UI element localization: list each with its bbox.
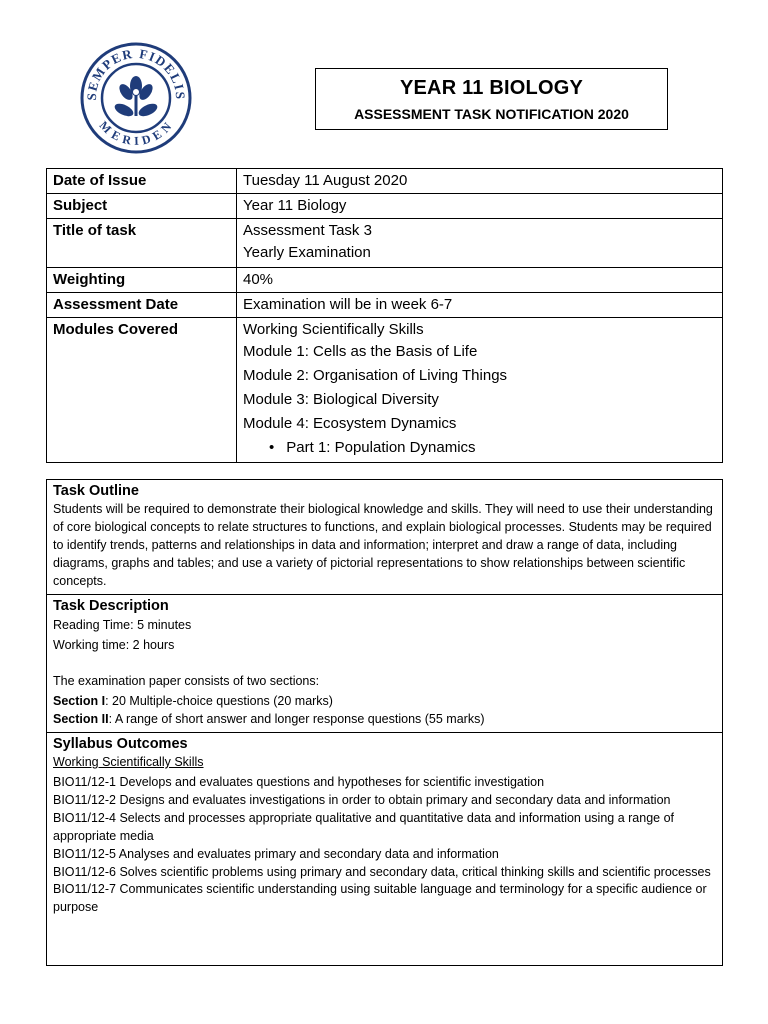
weighting-label: Weighting bbox=[47, 268, 237, 293]
section-1-label: Section I bbox=[53, 694, 106, 709]
subject-value: Year 11 Biology bbox=[237, 194, 723, 219]
task-description-heading: Task Description bbox=[53, 597, 169, 614]
modules-value bbox=[237, 318, 723, 463]
module-item: Module 2: Organisation of Living Things bbox=[243, 367, 508, 384]
assessment-date-value: Examination will be in week 6-7 bbox=[237, 293, 723, 318]
table-row bbox=[47, 268, 723, 293]
title-line: Yearly Examination bbox=[243, 244, 371, 261]
outcome-item: BIO11/12-7 Communicates scientific understanding using suitable language and terminology for a specific audience or purpose bbox=[53, 882, 707, 915]
outcome-item: BIO11/12-1 Develops and evaluates questions and hypotheses for scientific investigation bbox=[53, 774, 545, 789]
syllabus-section bbox=[47, 733, 722, 920]
task-description-section bbox=[47, 595, 722, 734]
title-value bbox=[237, 219, 723, 268]
title-line: Assessment Task 3 bbox=[243, 222, 372, 239]
exam-intro: The examination paper consists of two sections: bbox=[53, 674, 320, 689]
reading-time: Reading Time: 5 minutes bbox=[53, 617, 192, 632]
title-label: Title of task bbox=[47, 219, 237, 268]
working-time: Working time: 2 hours bbox=[53, 638, 175, 653]
subject-label: Subject bbox=[47, 194, 237, 219]
syllabus-heading: Syllabus Outcomes bbox=[53, 736, 188, 753]
table-row bbox=[47, 169, 723, 194]
outcome-item: BIO11/12-5 Analyses and evaluates primary and secondary data and information bbox=[53, 846, 499, 861]
section-2 bbox=[53, 711, 716, 729]
date-value: Tuesday 11 August 2020 bbox=[237, 169, 723, 194]
outcome-item: BIO11/12-6 Solves scientific problems using primary and secondary data, critical thinking skills and scientific processes bbox=[53, 864, 711, 879]
svg-text:SEMPER FIDELIS: SEMPER FIDELIS bbox=[83, 45, 189, 101]
outcome-item: BIO11/12-4 Selects and processes appropriate qualitative and quantitative data and information using a range of appropriate media bbox=[53, 810, 675, 843]
task-outline-heading: Task Outline bbox=[53, 483, 139, 499]
document-title: YEAR 11 BIOLOGY bbox=[399, 77, 584, 99]
task-outline-section bbox=[47, 480, 722, 595]
task-details-box bbox=[46, 479, 723, 966]
table-row bbox=[47, 293, 723, 318]
syllabus-subheading: Working Scientifically Skills bbox=[53, 755, 204, 770]
weighting-value: 40% bbox=[237, 268, 723, 293]
module-item: Module 3: Biological Diversity bbox=[243, 391, 439, 408]
section-2-text: : A range of short answer and longer response questions (55 marks) bbox=[108, 712, 485, 727]
module-item: Module 1: Cells as the Basis of Life bbox=[243, 343, 478, 360]
section-1 bbox=[53, 693, 716, 711]
module-item: Working Scientifically Skills bbox=[243, 321, 424, 338]
title-box bbox=[315, 68, 668, 130]
table-row bbox=[47, 318, 723, 463]
module-bullet-item: • Part 1: Population Dynamics bbox=[243, 436, 716, 460]
assessment-date-label: Assessment Date bbox=[47, 293, 237, 318]
table-row bbox=[47, 194, 723, 219]
modules-label: Modules Covered bbox=[47, 318, 237, 463]
svg-text:MERIDEN: MERIDEN bbox=[96, 118, 176, 148]
section-2-label: Section II bbox=[53, 712, 109, 727]
task-info-table bbox=[46, 168, 723, 463]
date-label: Date of Issue bbox=[47, 169, 237, 194]
table-row bbox=[47, 219, 723, 268]
task-outline-text: Students will be required to demonstrate their biological knowledge and skills. They will need to use their understanding of core biological concepts to relate structures to functions, and explain biological processes. Students may be required to identify trends, patterns and relationships in data and information; interpret and draw a range of data, including diagrams, graphs and tables; and use a variety of pictorial representations to show relationships between scientific concepts. bbox=[53, 502, 713, 588]
outcome-item: BIO11/12-2 Designs and evaluates investigations in order to obtain primary and secondary data and information bbox=[53, 792, 671, 807]
module-item: Module 4: Ecosystem Dynamics bbox=[243, 415, 457, 432]
document-subtitle: ASSESSMENT TASK NOTIFICATION 2020 bbox=[354, 106, 629, 122]
section-1-text: : 20 Multiple-choice questions (20 marks) bbox=[105, 694, 333, 709]
school-crest-logo bbox=[80, 42, 192, 154]
